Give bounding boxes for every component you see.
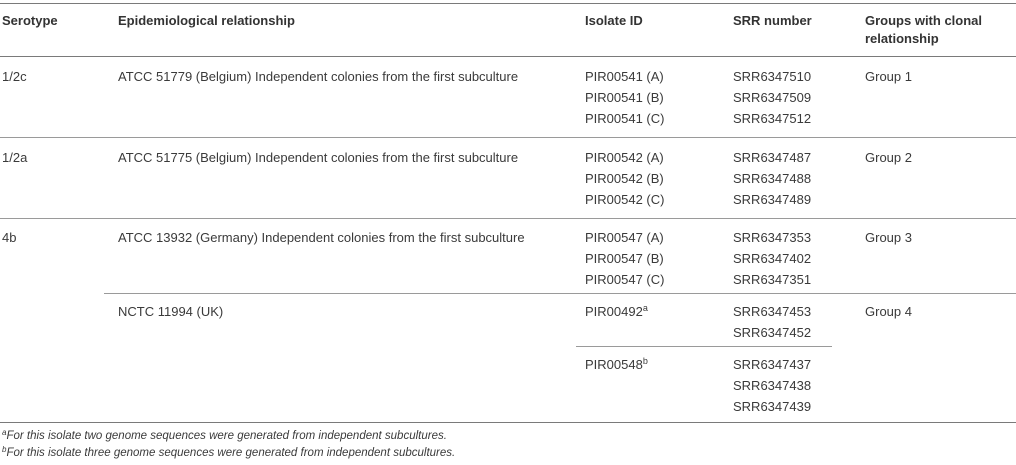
table-row-3-group: Group 3 xyxy=(865,230,912,245)
isolate-id: PIR00541 (A) xyxy=(585,69,664,84)
table-row-3-isolates xyxy=(585,227,664,290)
header-epidemiological-relationship: Epidemiological relationship xyxy=(118,13,295,28)
footnote-a-text: For this isolate two genome sequences were generated from independent subcultures. xyxy=(6,430,447,442)
srr-number: SRR6347487 xyxy=(733,150,812,165)
isolate-id: PIR00547 (A) xyxy=(585,230,664,245)
table-row-1-srr xyxy=(733,66,811,129)
footnote-b xyxy=(2,447,455,459)
table-row-2-srr xyxy=(733,147,811,210)
isolate-id: PIR00542 (C) xyxy=(585,192,665,207)
isolate-id: PIR00547 (C) xyxy=(585,272,665,287)
header-srr-number: SRR number xyxy=(733,13,812,28)
footnote-a xyxy=(2,430,447,442)
footnote-b-mark: b xyxy=(2,445,7,454)
srr-number: SRR6347438 xyxy=(733,378,812,393)
table-row-2-serotype: 1/2a xyxy=(2,150,28,165)
table-row-4-srr-b xyxy=(733,354,811,417)
table-row-2-isolates xyxy=(585,147,664,210)
srr-number: SRR6347510 xyxy=(733,69,812,84)
row-rule xyxy=(0,218,1016,219)
isolate-id: PIR00542 (B) xyxy=(585,171,664,186)
srr-number: SRR6347488 xyxy=(733,171,812,186)
table-row-3-srr xyxy=(733,227,811,290)
table-row-1-isolates xyxy=(585,66,664,129)
table-row-4-group: Group 4 xyxy=(865,304,912,319)
srr-number: SRR6347509 xyxy=(733,90,812,105)
row-rule xyxy=(104,293,1016,294)
isolate-id: PIR00547 (B) xyxy=(585,251,664,266)
table-row-4-isolate-a xyxy=(585,301,648,322)
srr-number: SRR6347353 xyxy=(733,230,812,245)
srr-number: SRR6347437 xyxy=(733,357,812,372)
srr-number: SRR6347489 xyxy=(733,192,812,207)
footnote-marker: b xyxy=(642,356,648,366)
isolate-id: PIR00541 (B) xyxy=(585,90,664,105)
row-rule xyxy=(0,137,1016,138)
footnote-a-mark: a xyxy=(2,428,7,437)
srr-number: SRR6347439 xyxy=(733,399,812,414)
table-row-4-srr-a xyxy=(733,301,811,343)
srr-number: SRR6347351 xyxy=(733,272,812,287)
isolate-id: PIR00548 xyxy=(585,357,643,372)
table-row-2-group: Group 2 xyxy=(865,150,912,165)
table-top-rule xyxy=(0,3,1016,4)
footnote-marker: a xyxy=(642,303,648,313)
table-row-3-serotype: 4b xyxy=(2,230,17,245)
isolate-id: PIR00542 (A) xyxy=(585,150,664,165)
table-row-2-epi: ATCC 51775 (Belgium) Independent colonies from the first subculture xyxy=(118,150,519,165)
table-row-1-group: Group 1 xyxy=(865,69,912,84)
isolate-id: PIR00541 (C) xyxy=(585,111,665,126)
header-isolate-id: Isolate ID xyxy=(585,13,643,28)
srr-number: SRR6347452 xyxy=(733,325,812,340)
table-row-1-serotype: 1/2c xyxy=(2,69,27,84)
table-bottom-rule xyxy=(0,422,1016,423)
isolate-id: PIR00492 xyxy=(585,304,643,319)
srr-number: SRR6347512 xyxy=(733,111,812,126)
footnote-b-text: For this isolate three genome sequences were generated from independent subcultures. xyxy=(6,447,456,459)
sub-row-rule xyxy=(576,346,832,347)
header-rule xyxy=(0,56,1016,57)
header-serotype: Serotype xyxy=(2,13,58,28)
header-groups-line2: relationship xyxy=(865,31,939,46)
table-row-4-epi: NCTC 11994 (UK) xyxy=(118,304,224,319)
srr-number: SRR6347453 xyxy=(733,304,812,319)
header-groups xyxy=(865,12,982,48)
table-row-1-epi: ATCC 51779 (Belgium) Independent colonies from the first subculture xyxy=(118,69,519,84)
table-row-3-epi: ATCC 13932 (Germany) Independent colonies from the first subculture xyxy=(118,230,525,245)
header-groups-line1: Groups with clonal xyxy=(865,13,983,28)
table-row-4-isolate-b xyxy=(585,354,648,375)
srr-number: SRR6347402 xyxy=(733,251,812,266)
